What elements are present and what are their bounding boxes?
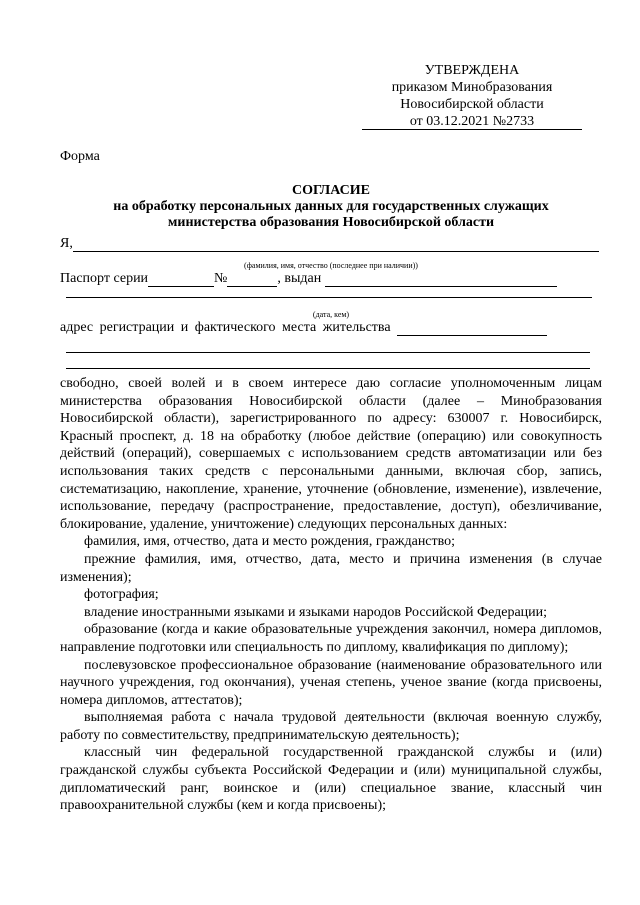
list-item: фотография; <box>84 587 159 603</box>
list-item: образование (когда и какие образовательные учреждения закончил, номера дипломов, направление подготовки или специальность по диплому, квалификация по диплому); <box>60 622 602 655</box>
passport-row <box>60 271 602 287</box>
name-field[interactable] <box>73 237 599 252</box>
approval-line-1: УТВЕРЖДЕНА <box>424 63 520 78</box>
name-row <box>60 236 602 252</box>
list-item: выполняемая работа с начала трудовой деятельности (включая военную службу, работу по совместительству, предпринимательскую деятельность); <box>60 710 602 743</box>
address-row <box>60 320 602 336</box>
passport-number-field[interactable] <box>227 272 277 287</box>
list-item: классный чин федеральной государственной гражданской службы и (или) гражданской службы субъекта Российской Федерации и (или) муниципальной службы, дипломатический ранг, воинское и (или) специальное звание, классный чин правоохранительной службы (кем и когда присвоены); <box>60 745 602 814</box>
list-item: послевузовское профессиональное образование (наименование образовательного или научного учреждения, год окончания), ученая степень, ученое звание (когда присвоены, номера дипломов, аттестатов); <box>60 657 602 708</box>
document-title <box>60 183 602 231</box>
list-item: владение иностранными языками и языками народов Российской Федерации; <box>84 604 548 620</box>
issued-by-field[interactable] <box>325 272 557 287</box>
name-hint: (фамилия, имя, отчество (последнее при наличии)) <box>244 261 418 270</box>
approval-stamp <box>362 62 582 130</box>
passport-series-field[interactable] <box>148 272 214 287</box>
title-line-3: министерства образования Новосибирской области <box>167 215 495 230</box>
title-line-1: СОГЛАСИЕ <box>292 183 370 198</box>
approval-order-number: от 03.12.2021 №2733 <box>362 114 582 130</box>
address-line-3[interactable] <box>66 368 590 369</box>
approval-line-2: приказом Минобразования <box>391 80 553 95</box>
list-item: фамилия, имя, отчество, дата и место рождения, гражданство; <box>84 534 456 550</box>
number-label: № <box>214 271 228 286</box>
consent-intro: свободно, своей волей и в своем интересе даю согласие уполномоченным лицам министерства образования Новосибирской области (далее – Минобразования Новосибирской области), зарегистрированного по адресу: 630007 г. Новосибирск, Красный проспект, д. 18 на обработку (любое действие (операцию) или совокупность действий (операций), совершаемых с использованием средств автоматизации или без использования таких средств с персональными данными, включая сбор, запись, систематизацию, накопление, хранение, уточнение (обновление, изменение), извлечение, использование, передачу (распространение, предоставление, доступ), обезличивание, блокирование, удаление, уничтожение) следующих персональных данных: <box>60 376 602 532</box>
issued-label: , выдан <box>277 271 322 286</box>
i-label: Я, <box>60 236 73 251</box>
approval-line-3: Новосибирской области <box>400 97 544 112</box>
issued-by-line-2[interactable] <box>66 297 592 298</box>
list-item: прежние фамилия, имя, отчество, дата, место и причина изменения (в случае изменения); <box>60 551 602 585</box>
address-field[interactable] <box>397 321 547 336</box>
address-line-2[interactable] <box>66 352 590 353</box>
address-label: адрес регистрации и фактического места жительства <box>60 320 391 335</box>
form-label: Форма <box>60 149 100 164</box>
title-line-2: на обработку персональных данных для государственных служащих <box>113 199 549 214</box>
consent-body <box>60 375 602 815</box>
date-hint: (дата, кем) <box>312 310 350 319</box>
passport-label: Паспорт серии <box>60 271 149 286</box>
